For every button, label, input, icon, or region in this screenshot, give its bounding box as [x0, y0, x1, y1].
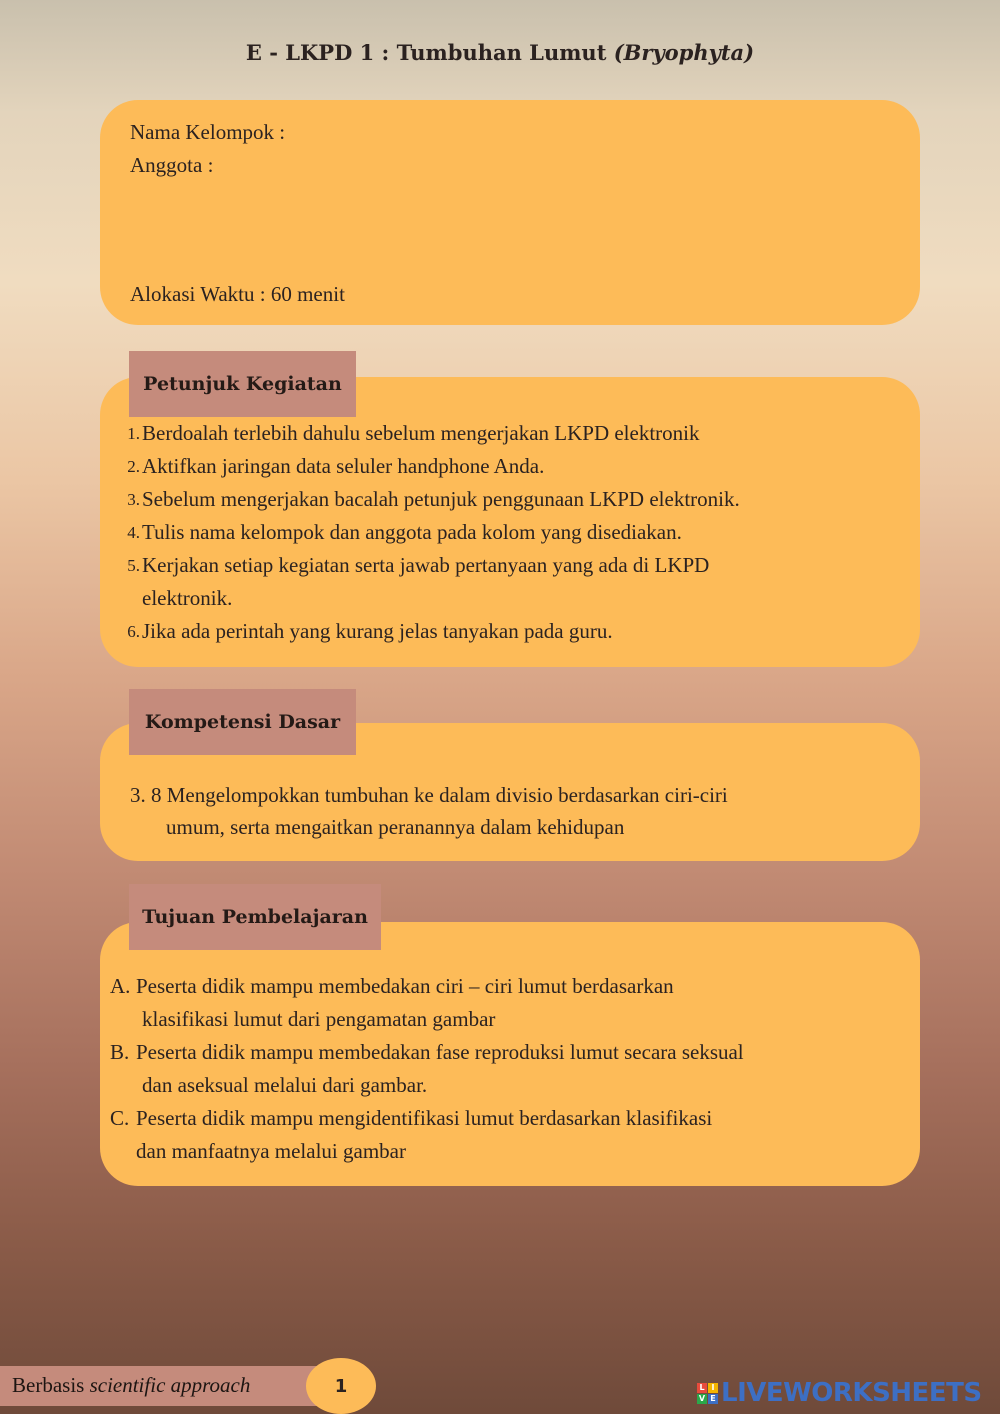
title-italic: (Bryophyta)	[613, 40, 755, 65]
item-text-line2: elektronik.	[142, 586, 233, 610]
item-text: Aktifkan jaringan data seluler handphone Anda.	[142, 454, 545, 478]
item-text-line1: Kerjakan setiap kegiatan serta jawab pertanyaan yang ada di LKPD	[142, 553, 710, 577]
objectives-card	[100, 922, 920, 1186]
list-item	[110, 1102, 910, 1135]
footer-italic: scientific approach	[89, 1373, 251, 1397]
item-letter: B.	[110, 1040, 130, 1064]
list-item	[120, 615, 900, 648]
instructions-card	[100, 377, 920, 667]
item-text: Jika ada perintah yang kurang jelas tanyakan pada guru.	[142, 619, 613, 643]
footer-label	[0, 1366, 340, 1406]
item-number: 5.	[127, 556, 140, 575]
page-number: 1	[306, 1358, 376, 1414]
item-number: 6.	[127, 622, 140, 641]
title-main: E - LKPD 1 : Tumbuhan Lumut	[245, 40, 614, 65]
instructions-list	[120, 417, 900, 648]
objectives-list	[110, 970, 910, 1168]
item-number: 3.	[127, 490, 140, 509]
competency-line1: 3. 8 Mengelompokkan tumbuhan ke dalam divisio berdasarkan ciri-ciri	[130, 783, 728, 807]
list-item	[120, 516, 900, 549]
item-text: Peserta didik mampu mengidentifikasi lumut berdasarkan klasifikasi	[136, 1106, 713, 1130]
logo-block-l: L	[697, 1383, 707, 1393]
list-item	[110, 970, 910, 1003]
logo-text: LIVEWORKSHEETS	[721, 1378, 982, 1408]
time-allocation: Alokasi Waktu : 60 menit	[130, 282, 345, 306]
group-name-label: Nama Kelompok :	[130, 120, 286, 144]
logo-block-v: V	[698, 1393, 706, 1403]
item-letter: A.	[110, 974, 131, 998]
document-title	[0, 40, 1000, 65]
item-number: 4.	[127, 523, 140, 542]
item-text: Sebelum mengerjakan bacalah petunjuk penggunaan LKPD elektronik.	[142, 487, 740, 511]
identity-card	[100, 100, 920, 325]
competency-heading: Kompetensi Dasar	[129, 689, 356, 755]
item-text: Tulis nama kelompok dan anggota pada kolom yang disediakan.	[142, 520, 682, 544]
item-letter: C.	[110, 1106, 130, 1130]
item-text: Peserta didik mampu membedakan fase reproduksi lumut secara seksual	[136, 1040, 744, 1064]
list-item	[120, 549, 900, 615]
footer-prefix: Berbasis	[12, 1373, 90, 1397]
objectives-heading: Tujuan Pembelajaran	[129, 884, 381, 950]
item-number: 1.	[127, 424, 140, 443]
logo-block-e: E	[708, 1394, 718, 1404]
item-number: 2.	[127, 457, 140, 476]
item-text: Peserta didik mampu membedakan ciri – ciri lumut berdasarkan	[136, 974, 674, 998]
item-text	[140, 549, 709, 615]
list-item	[120, 417, 900, 450]
liveworksheets-logo[interactable]	[697, 1378, 982, 1408]
competency-text	[130, 779, 900, 843]
item-text: Berdoalah terlebih dahulu sebelum mengerjakan LKPD elektronik	[142, 421, 700, 445]
list-item	[120, 450, 900, 483]
list-item	[120, 483, 900, 516]
logo-block-i: I	[708, 1383, 718, 1393]
item-text-continued: klasifikasi lumut dari pengamatan gambar	[142, 1007, 496, 1031]
instructions-heading: Petunjuk Kegiatan	[129, 351, 356, 417]
list-item	[110, 1036, 910, 1069]
logo-blocks-icon	[697, 1383, 718, 1404]
competency-line2: umum, serta mengaitkan peranannya dalam kehidupan	[166, 815, 625, 839]
members-label: Anggota :	[130, 153, 214, 177]
item-text-continued: dan aseksual melalui dari gambar.	[142, 1073, 428, 1097]
item-text-continued: dan manfaatnya melalui gambar	[136, 1139, 406, 1163]
